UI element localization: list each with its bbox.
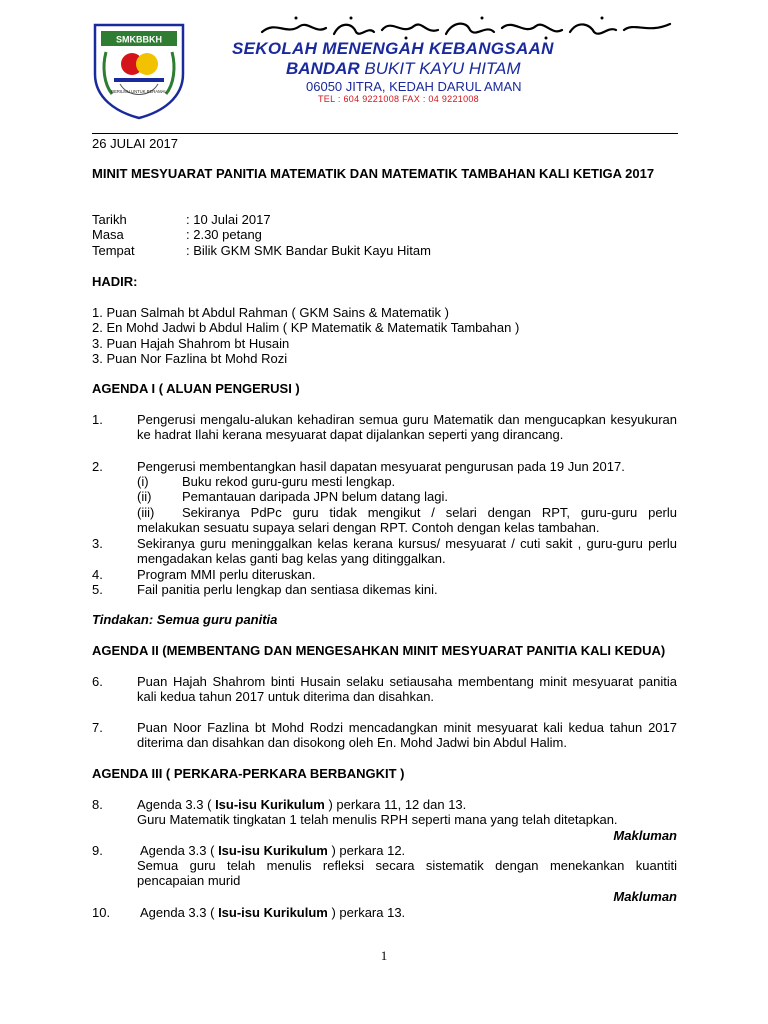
agenda1-item1-text: Pengerusi mengalu-alukan kehadiran semua guru Matematik dan mengucapkan kesyukuran ke hadrat Ilahi kerana mesyuarat dapat dijalankan seperti yang dirancang. (137, 412, 677, 442)
agenda1-item1-number: 1. (92, 412, 103, 427)
school-name-rest: BUKIT KAYU HITAM (359, 59, 521, 78)
meta-value-tempat: : Bilik GKM SMK Bandar Bukit Kayu Hitam (186, 243, 431, 258)
agenda1-item5-text: Fail panitia perlu lengkap dan sentiasa dikemas kini. (137, 582, 438, 597)
hadir-item: 3. Puan Nor Fazlina bt Mohd Rozi (92, 351, 288, 366)
sub-item-text: Pemantauan daripada JPN belum datang lagi. (182, 489, 448, 504)
sub-item-continuation: melakukan sesuatu supaya selari dengan RPT. Contoh dengan kelas tambahan. (137, 520, 600, 535)
agenda2-item6-number: 6. (92, 674, 103, 689)
agenda2-heading: AGENDA II (MEMBENTANG DAN MENGESAHKAN MINIT MESYUARAT PANITIA KALI KEDUA) (92, 643, 666, 658)
agenda1-item5-number: 5. (92, 582, 103, 597)
agenda1-item3-number: 3. (92, 536, 103, 551)
agenda2-item7-text: Puan Noor Fazlina bt Mohd Rodzi mencadangkan minit mesyuarat kali kedua tahun 2017 diterima dan disahkan dan disokong oleh En. Mohd Jadwi bin Abdul Halim. (137, 720, 677, 750)
tindakan-note: Tindakan: Semua guru panitia (92, 612, 278, 627)
agenda2-item6-text: Puan Hajah Shahrom binti Husain selaku setiausaha membentang minit mesyuarat panitia kali kedua tahun 2017 untuk diterima dan disahkan. (137, 674, 677, 704)
agenda3-item-bold: Isu-isu Kurikulum (215, 797, 325, 812)
agenda1-item2-text: Pengerusi membentangkan hasil dapatan mesyuarat pengurusan pada 19 Jun 2017. (137, 459, 625, 474)
makluman-note: Makluman (613, 828, 677, 843)
meta-label-masa: Masa (92, 227, 124, 242)
jawi-script-heading (256, 14, 676, 40)
sub-item-text: Buku rekod guru-guru mesti lengkap. (182, 474, 396, 489)
meta-value-tarikh: : 10 Julai 2017 (186, 212, 271, 227)
agenda3-heading: AGENDA III ( PERKARA-PERKARA BERBANGKIT ) (92, 766, 405, 781)
agenda1-item2-number: 2. (92, 459, 103, 474)
hadir-item: 3. Puan Hajah Shahrom bt Husain (92, 336, 290, 351)
document-title: MINIT MESYUARAT PANITIA MATEMATIK DAN MATEMATIK TAMBAHAN KALI KETIGA 2017 (92, 166, 655, 181)
school-name-line1: SEKOLAH MENENGAH KEBANGSAAN (232, 39, 554, 58)
agenda3-item-bold: Isu-isu Kurikulum (218, 905, 328, 920)
school-address: 06050 JITRA, KEDAH DARUL AMAN (306, 79, 522, 94)
meta-label-tempat: Tempat (92, 243, 135, 258)
agenda2-item7-number: 7. (92, 720, 103, 735)
agenda3-item-number: 8. (92, 797, 103, 812)
hadir-heading: HADIR: (92, 274, 138, 289)
agenda1-item4-text: Program MMI perlu diteruskan. (137, 567, 316, 582)
hadir-item: 2. En Mohd Jadwi b Abdul Halim ( KP Matematik & Matematik Tambahan ) (92, 320, 520, 335)
school-name-bandar: BANDAR (286, 59, 360, 78)
agenda3-item-heading: Agenda 3.3 ( Isu-isu Kurikulum ) perkara 13. (140, 905, 406, 920)
letterhead-divider (92, 133, 678, 134)
agenda3-item-heading: Agenda 3.3 ( Isu-isu Kurikulum ) perkara 11, 12 dan 13. (137, 797, 467, 812)
agenda3-item-body: Guru Matematik tingkatan 1 telah menulis RPH seperti mana yang telah ditetapkan. (137, 812, 618, 827)
document-date: 26 JULAI 2017 (92, 136, 179, 151)
hadir-item: 1. Puan Salmah bt Abdul Rahman ( GKM Sains & Matematik ) (92, 305, 449, 320)
agenda3-item-number: 10. (92, 905, 111, 920)
agenda1-item3-text: Sekiranya guru meninggalkan kelas kerana kursus/ mesyuarat / cuti sakit , guru-guru perlu mengadakan kelas ganti bag kelas yang ditinggalkan. (137, 536, 677, 566)
sub-item-number: (i) (137, 474, 149, 489)
school-contact: TEL : 604 9221008 FAX : 04 9221008 (318, 94, 479, 104)
sub-item-text: Sekiranya PdPc guru tidak mengikut / selari dengan RPT, guru-guru perlu (182, 505, 677, 520)
crest-motto: BERILMU UNTUK BERAMAL (111, 89, 167, 94)
agenda3-item-number: 9. (92, 843, 103, 858)
page-number: 1 (380, 948, 388, 963)
crest-text: SMKBBKH (116, 34, 162, 45)
agenda3-item-heading: Agenda 3.3 ( Isu-isu Kurikulum ) perkara 12. (140, 843, 406, 858)
makluman-note: Makluman (613, 889, 677, 904)
school-crest-logo (92, 22, 186, 120)
meta-value-masa: : 2.30 petang (186, 227, 262, 242)
agenda1-item4-number: 4. (92, 567, 103, 582)
meta-label-tarikh: Tarikh (92, 212, 127, 227)
sub-item-number: (iii) (137, 505, 155, 520)
school-name-line2 (286, 59, 521, 79)
agenda3-item-body: Semua guru telah menulis refleksi secara sistematik dengan menekankan kuantiti pencapaian murid (137, 858, 677, 888)
sub-item-number: (ii) (137, 489, 152, 504)
agenda1-heading: AGENDA I ( ALUAN PENGERUSI ) (92, 381, 300, 396)
agenda3-item-bold: Isu-isu Kurikulum (218, 843, 328, 858)
